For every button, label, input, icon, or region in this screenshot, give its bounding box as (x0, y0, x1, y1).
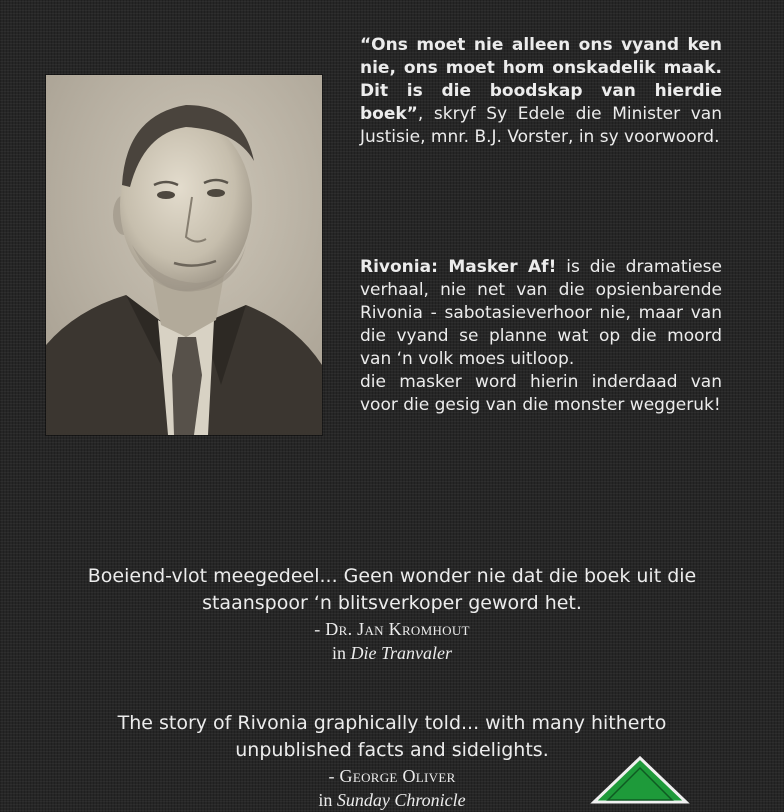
book-blurb (360, 256, 722, 417)
quote-attribution-text: , skryf Sy Edele die Minister van Justisie, mnr. B.J. Vorster, in sy voorwoord. (360, 104, 722, 147)
review-1-line-1: Boeiend-vlot meegedeel... Geen wonder nie dat die boek uit die (87, 565, 697, 587)
review-2-author: - George Oliver (328, 766, 456, 786)
author-portrait-photo (46, 75, 322, 435)
minister-quote (360, 34, 722, 149)
portrait-illustration (46, 75, 322, 435)
review-1-pub-prefix: in (331, 643, 351, 663)
review-2-line-2: unpublished facts and sidelights. (235, 739, 549, 761)
review-1-pub-name: Die Tranvaler (350, 643, 452, 663)
quote-bold-text: “Ons moet nie alleen ons vyand ken nie, ons moet hom onskadelik maak. Dit is die boodskap van hierdie boek” (360, 35, 722, 124)
blurb-book-title: Rivonia: Masker Af! (360, 257, 557, 277)
review-1-line-2: staanspoor ‘n blitsverkoper geword het. (202, 592, 582, 614)
blurb-text-2: die masker word hierin inderdaad van voor die gesig van die monster weggeruk! (360, 372, 722, 415)
review-2-line-1: The story of Rivonia graphically told... with many hitherto (117, 712, 667, 734)
publisher-logo-badge (590, 756, 690, 806)
review-1-author: - Dr. Jan Kromhout (314, 619, 470, 639)
review-1-publication (0, 641, 784, 665)
review-1 (0, 563, 784, 665)
review-2-pub-name: Sunday Chronicle (336, 790, 466, 810)
blurb-text-1: is die dramatiese verhaal, nie net van die opsienbarende Rivonia - sabotasieverhoor nie, maar van die vyand se planne wat op die moord van ‘n volk moes uitloop. (360, 257, 722, 369)
review-2-pub-prefix: in (318, 790, 337, 810)
